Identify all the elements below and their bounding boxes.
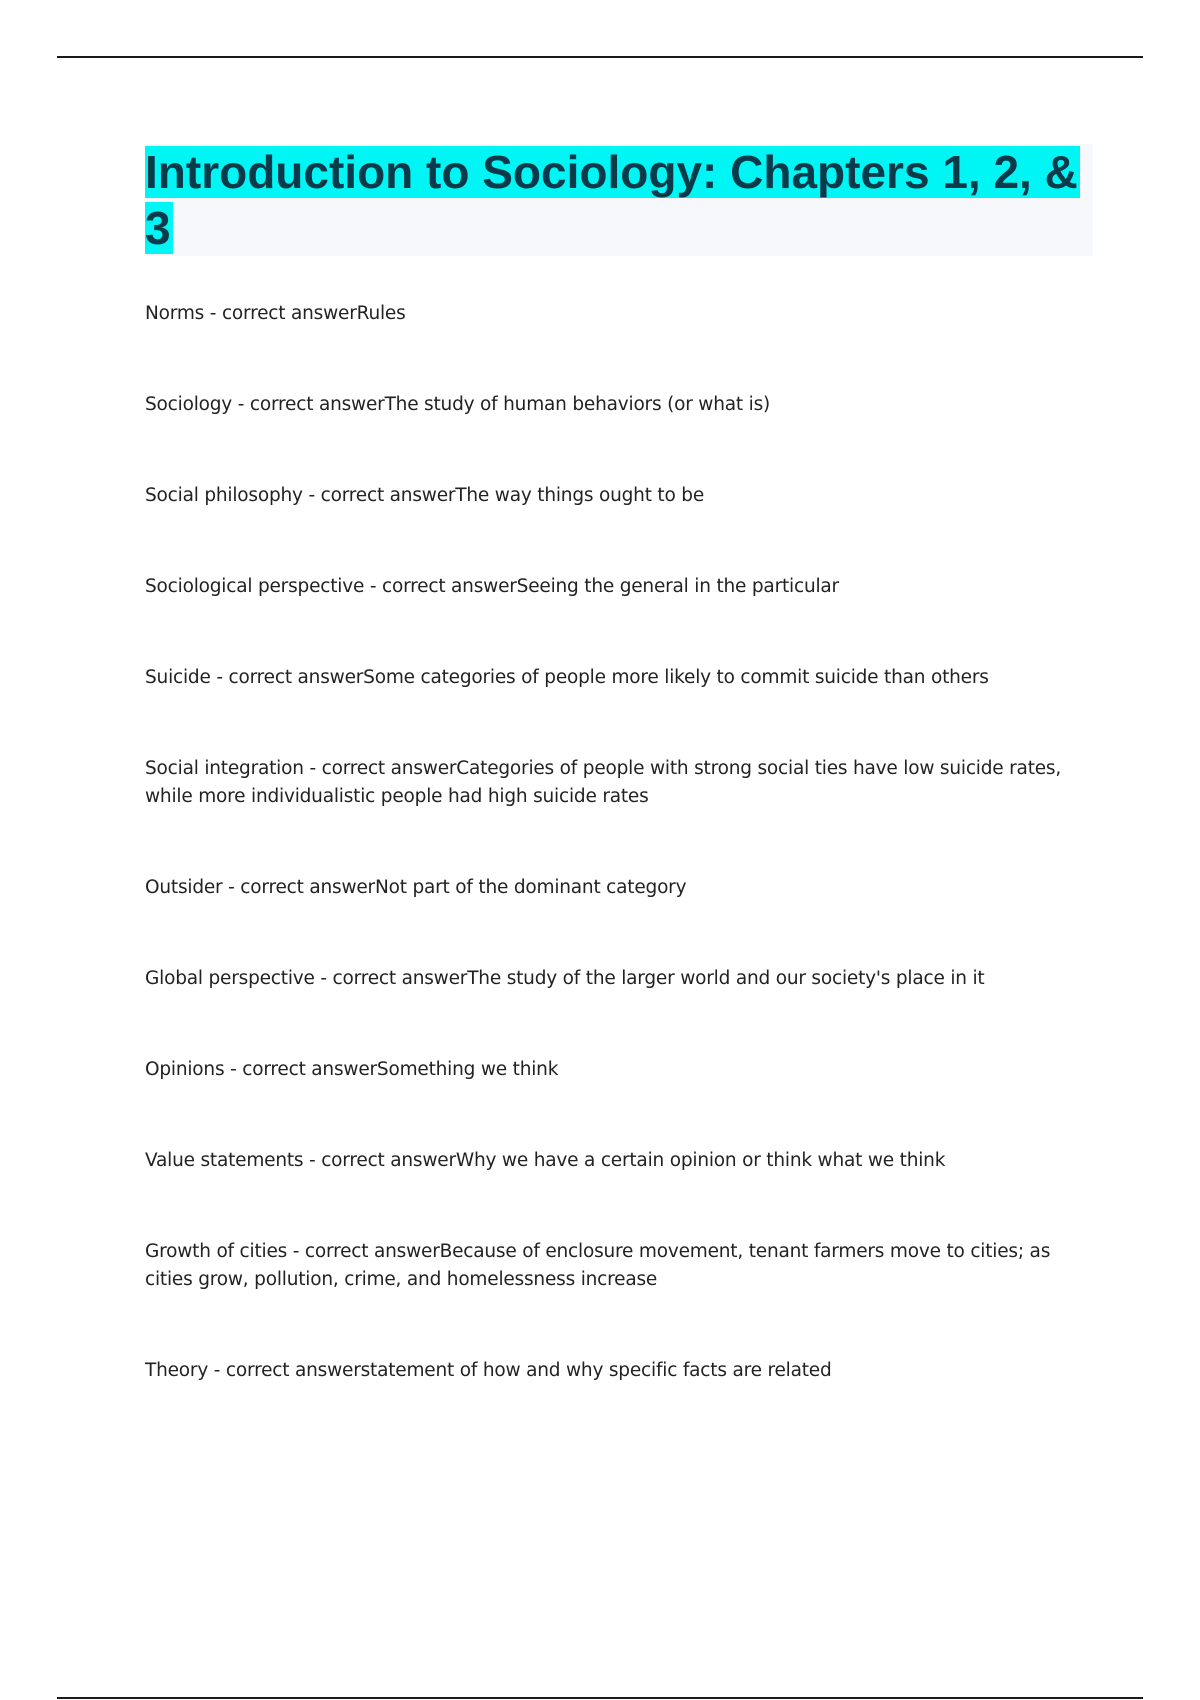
bottom-rule bbox=[57, 1697, 1143, 1699]
entry-term: Social integration bbox=[145, 758, 304, 779]
entry-separator: - correct answer bbox=[303, 758, 457, 779]
entry-term: Social philosophy bbox=[145, 485, 303, 506]
entry-answer: Not part of the dominant category bbox=[374, 877, 687, 898]
flashcard-list bbox=[145, 300, 1065, 1448]
entry-answer: Why we have a certain opinion or think what we think bbox=[455, 1150, 946, 1171]
list-item bbox=[145, 391, 1065, 419]
entry-answer: The way things ought to be bbox=[455, 485, 705, 506]
list-item bbox=[145, 874, 1065, 902]
entry-answer: Seeing the general in the particular bbox=[516, 576, 839, 597]
title-highlight: Introduction to Sociology: Chapters 1, 2, & 3 bbox=[145, 146, 1078, 254]
entry-separator: - correct answer bbox=[364, 576, 517, 597]
entry-term: Sociological perspective bbox=[145, 576, 365, 597]
top-rule bbox=[57, 56, 1143, 58]
list-item bbox=[145, 1056, 1065, 1084]
entry-separator: - correct answer bbox=[222, 877, 375, 898]
entry-term: Suicide bbox=[145, 667, 211, 688]
entry-separator: - correct answer bbox=[210, 667, 364, 688]
list-item bbox=[145, 300, 1065, 328]
entry-answer: Categories of people with strong social ties have low suicide rates, while more individualistic people had high suicide rates bbox=[145, 758, 1062, 807]
list-item bbox=[145, 664, 1065, 692]
list-item bbox=[145, 965, 1065, 993]
list-item bbox=[145, 573, 1065, 601]
entry-term: Sociology bbox=[145, 394, 233, 415]
entry-term: Growth of cities bbox=[145, 1241, 288, 1262]
list-item bbox=[145, 1357, 1065, 1385]
entry-answer: Some categories of people more likely to commit suicide than others bbox=[363, 667, 989, 688]
entry-separator: - correct answer bbox=[302, 485, 456, 506]
entry-separator: - correct answer bbox=[208, 1360, 361, 1381]
entry-answer: Something we think bbox=[376, 1059, 559, 1080]
entry-term: Global perspective bbox=[145, 968, 315, 989]
entry-answer: Rules bbox=[356, 303, 406, 324]
entry-separator: - correct answer bbox=[287, 1241, 440, 1262]
entry-separator: - correct answer bbox=[204, 303, 357, 324]
page-title bbox=[145, 144, 1093, 256]
entry-term: Norms bbox=[145, 303, 205, 324]
entry-term: Theory bbox=[145, 1360, 209, 1381]
entry-term: Opinions bbox=[145, 1059, 225, 1080]
entry-answer: The study of human behaviors (or what is) bbox=[384, 394, 771, 415]
entry-separator: - correct answer bbox=[232, 394, 385, 415]
entry-answer: Because of enclosure movement, tenant farmers move to cities; as cities grow, pollution, crime, and homelessness increase bbox=[145, 1241, 1051, 1290]
list-item bbox=[145, 755, 1065, 811]
entry-term: Outsider bbox=[145, 877, 223, 898]
title-block bbox=[145, 144, 1093, 256]
entry-separator: - correct answer bbox=[224, 1059, 377, 1080]
entry-answer: statement of how and why specific facts are related bbox=[360, 1360, 832, 1381]
entry-term: Value statements bbox=[145, 1150, 304, 1171]
entry-separator: - correct answer bbox=[314, 968, 468, 989]
list-item bbox=[145, 482, 1065, 510]
entry-answer: The study of the larger world and our society's place in it bbox=[467, 968, 985, 989]
list-item bbox=[145, 1238, 1065, 1294]
list-item bbox=[145, 1147, 1065, 1175]
entry-separator: - correct answer bbox=[303, 1150, 456, 1171]
